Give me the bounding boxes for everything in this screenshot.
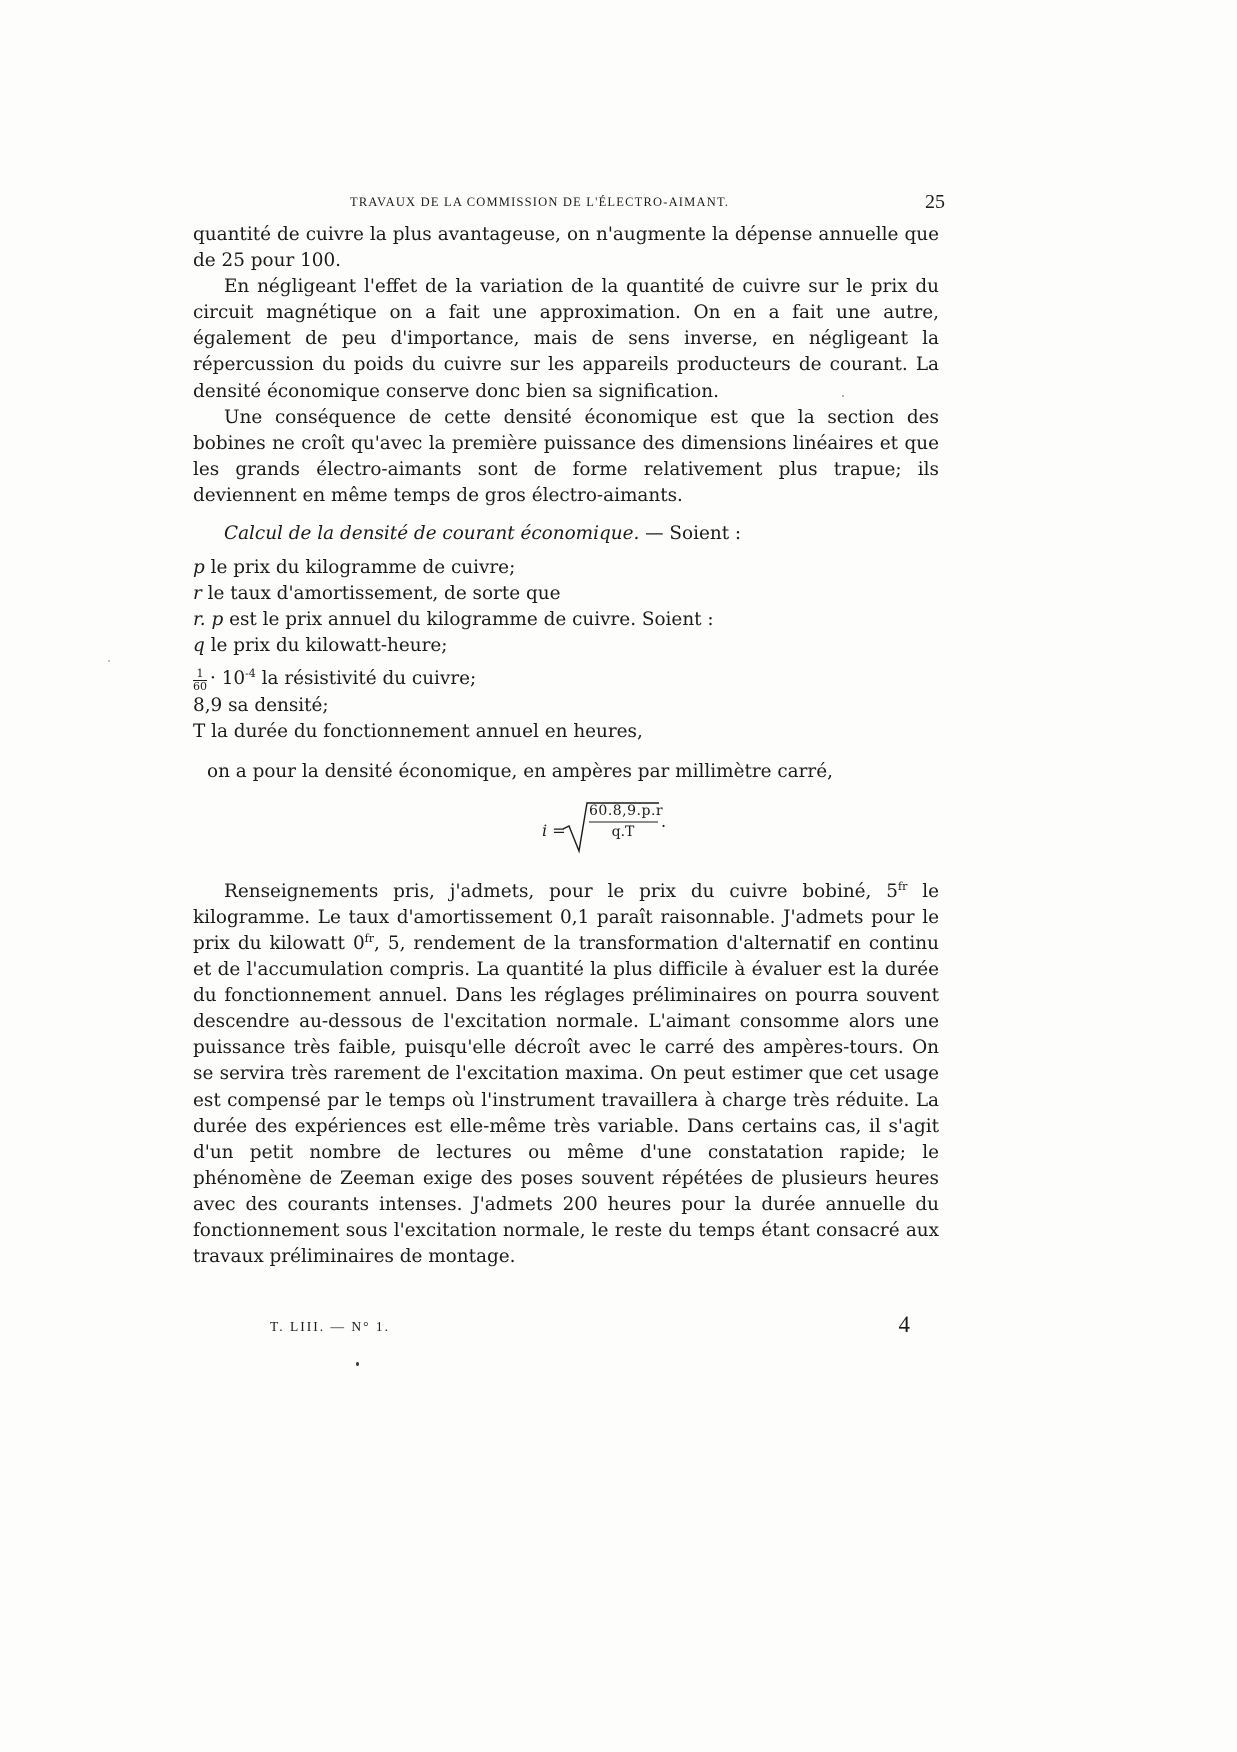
final-paragraph-text: Renseignements pris, j'admets, pour le prix du cuivre bobiné, 5	[224, 880, 898, 902]
definition-item	[193, 581, 939, 607]
page-footer	[270, 1312, 910, 1337]
print-speck	[108, 660, 110, 662]
economic-density-formula	[193, 799, 939, 857]
print-speck	[356, 1362, 359, 1366]
final-paragraph-text: le kilogramme. Le taux d'amortissement 0,1 paraît raisonnable. J'admets pour le prix du kilowatt 0	[193, 880, 939, 955]
duration-line: T la durée du fonctionnement annuel en heures,	[193, 720, 643, 742]
formula-lhs: i =	[542, 820, 566, 840]
paragraph: quantité de cuivre la plus avantageuse, on n'augmente la dépense annuelle que de 25 pour 100.	[193, 224, 939, 272]
section-heading	[193, 521, 939, 547]
definition-text: le prix du kilowatt-heure;	[204, 635, 448, 657]
final-paragraph	[193, 879, 939, 1270]
running-title: TRAVAUX DE LA COMMISSION DE L'ÉLECTRO-AIMANT.	[350, 195, 730, 209]
paragraph: Une conséquence de cette densité économique est que la section des bobines ne croît qu'avec la première puissance des dimensions linéaires et que les grands électro-aimants sont de forme relativement plus trapue; ils deviennent en même temps de gros électro-aimants.	[193, 406, 939, 506]
definition-item	[193, 633, 939, 659]
definition-symbol: p	[193, 557, 205, 579]
volume-signature: T. LIII. — N° 1.	[270, 1319, 391, 1334]
formula-end: .	[661, 811, 667, 831]
definition-item	[193, 555, 939, 581]
unit-franc: fr	[364, 931, 374, 945]
formula-radical	[559, 799, 679, 857]
density-line: 8,9 sa densité;	[193, 694, 329, 716]
final-paragraph-text: , 5, rendement de la transformation d'alternatif en continu et de l'accumulation compris. La quantité la plus difficile à évaluer est la durée du fonctionnement annuel. Dans les réglages préliminaires on pourra souvent descendre au-dessous de l'excitation normale. L'aimant consomme alors une puissance très faible, puisqu'elle décroît avec le carré des ampères-tours. On se servira très rarement de l'excitation maxima. On peut estimer que cet usage est compensé par le temps où l'instrument travaillera à charge très réduite. La durée des expériences est elle-même très variable. Dans certains cas, il s'agit d'un petit nombre de lectures ou même d'une constatation rapide; le phénomène de Zeeman exige des poses souvent répétées de plusieurs heures avec des courants intenses. J'admets 200 heures pour la durée annuelle du fonctionnement sous l'excitation normale, le reste du temps étant consacré aux travaux préliminaires de montage.	[193, 933, 939, 1268]
formula-denominator: q.T	[611, 823, 635, 840]
definition-symbol: q	[193, 635, 205, 657]
sheet-number: 4	[898, 1312, 910, 1337]
definition-text: le prix du kilogramme de cuivre;	[204, 557, 516, 579]
resistivity-fraction	[193, 668, 207, 693]
definition-text: est le prix annuel du kilogramme de cuivre. Soient :	[223, 609, 714, 631]
section-heading-tail: — Soient :	[639, 523, 742, 545]
resistivity-exponent: -4	[245, 666, 256, 680]
fraction-denominator: 60	[193, 679, 207, 693]
paragraph: En négligeant l'effet de la variation de la quantité de cuivre sur le prix du circuit magnétique on a fait une approximation. On en a fait une autre, également de peu d'importance, mais de sens inverse, en négligeant la répercussion du poids du cuivre sur les appareils producteurs de courant. La densité économique conserve donc bien sa signification.	[193, 276, 939, 402]
resistivity-line	[193, 666, 939, 693]
page-number: 25	[925, 191, 945, 213]
result-intro: on a pour la densité économique, en ampères par millimètre carré,	[207, 760, 833, 782]
definition-symbol: r	[193, 583, 202, 605]
resistivity-text: la résistivité du cuivre;	[255, 667, 477, 689]
unit-franc: fr	[898, 879, 908, 893]
definition-symbol: r. p	[193, 609, 224, 631]
print-speck	[842, 395, 844, 397]
formula-numerator: 60.8,9.p.r	[589, 802, 664, 819]
definition-list	[193, 555, 939, 745]
definition-text: le taux d'amortissement, de sorte que	[201, 583, 561, 605]
definition-item	[193, 607, 939, 633]
body-text	[193, 222, 939, 1270]
section-heading-title: Calcul de la densité de courant économique.	[224, 523, 640, 545]
resistivity-base: · 10	[210, 667, 246, 689]
fraction-numerator: 1	[193, 668, 207, 681]
